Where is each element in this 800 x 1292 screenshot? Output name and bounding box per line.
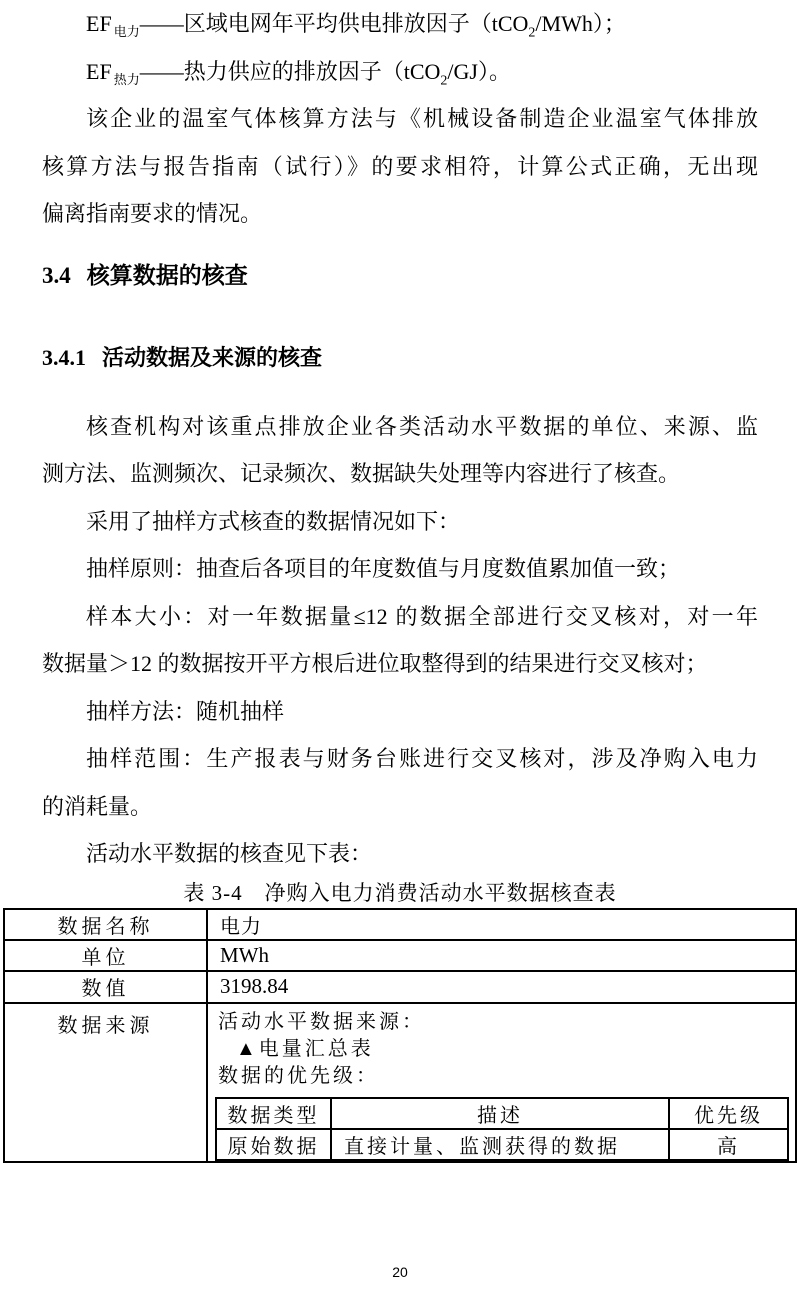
co2-subscript: 2 [528,25,536,41]
section-title: 核算数据的核查 [86,262,248,288]
row-value-value: 3198.84 [207,971,796,1003]
paragraph-table-intro: 活动水平数据的核查见下表： [86,841,373,866]
paragraph-method-compliance-line: 核算方法与报告指南（试行）》的要求相符，计算公式正确，无出现 [42,153,758,179]
data-priority-table [215,1097,789,1161]
paragraph-verification-line: 测方法、监测频次、记录频次、数据缺失处理等内容进行了核查。 [42,461,681,486]
row-label-unit: 单位 [4,940,207,971]
table-row-data-source [4,1003,796,1162]
co2-subscript: 2 [440,72,448,88]
ef-symbol: EF [86,58,112,84]
cell-data-type: 原始数据 [216,1129,331,1160]
activity-data-verification-table [3,908,797,1163]
paragraph-method-compliance-line: 该企业的温室气体核算方法与《机械设备制造企业温室气体排放 [86,106,758,131]
row-label-value: 数值 [4,971,207,1003]
page-number: 20 [392,1264,408,1280]
data-priority-label: 数据的优先级： [218,1064,379,1087]
paragraph-sampling-method: 抽样方法：随机抽样 [86,698,285,724]
ef-heat-unit: /GJ）。 [447,58,511,84]
row-value-data-name: 电力 [207,909,796,940]
ef-electricity-definition: ——区域电网年平均供电排放因子（tCO [139,11,529,36]
priority-table-header-row [216,1098,788,1129]
paragraph-sampling-scope-line: 抽样范围：生产报表与财务台账进行交叉核对，涉及净购入电力 [86,746,758,771]
paragraph-sampling-scope-line: 的消耗量。 [42,793,153,819]
paragraph-method-compliance-line: 偏离指南要求的情况。 [42,201,263,226]
section-heading-3-4 [42,261,758,291]
table-row [4,971,796,1003]
row-label-data-name: 数据名称 [4,909,207,940]
data-source-line: 活动水平数据来源： [218,1010,425,1033]
table-row [4,909,796,940]
paragraph-verification-line: 核查机构对该重点排放企业各类活动水平数据的单位、来源、监 [86,413,758,439]
ef-heat-subscript: 热力 [113,71,140,87]
data-source-cell [207,1003,796,1162]
paragraph-sampling-principle: 抽样原则：抽查后各项目的年度数值与月度数值累加值一致； [86,556,681,581]
table-row [4,940,796,971]
section-title: 活动数据及来源的核查 [102,344,323,370]
paragraph-sample-size-line: 数据量＞12 的数据按开平方根后进位取整得到的结果进行交叉核对； [42,651,708,676]
section-number: 3.4 [42,262,71,288]
header-description: 描述 [331,1098,669,1129]
section-heading-3-4-1 [42,343,758,373]
paragraph-sampling-intro: 采用了抽样方式核查的数据情况如下： [86,508,461,534]
ef-symbol: EF [86,11,112,36]
cell-description: 直接计量、监测获得的数据 [331,1129,669,1160]
table-caption: 表 3-4 净购入电力消费活动水平数据核查表 [183,880,617,905]
row-value-unit: MWh [207,940,796,971]
priority-table-data-row [216,1129,788,1160]
formula-definition-ef-heat [42,48,758,96]
row-label-data-source: 数据来源 [4,1003,207,1162]
header-data-type: 数据类型 [216,1098,331,1129]
ef-electricity-unit: /MWh）； [535,11,626,36]
paragraph-sample-size-line: 样本大小：对一年数据量≤12 的数据全部进行交叉核对，对一年 [86,603,758,629]
ef-electricity-subscript: 电力 [113,24,140,40]
data-source-item: ▲电量汇总表 [236,1037,374,1060]
cell-priority: 高 [669,1129,788,1160]
header-priority: 优先级 [669,1098,788,1129]
formula-definition-ef-electricity [42,0,758,48]
section-number: 3.4.1 [42,344,86,370]
ef-heat-definition: ——热力供应的排放因子（tCO [139,58,441,84]
